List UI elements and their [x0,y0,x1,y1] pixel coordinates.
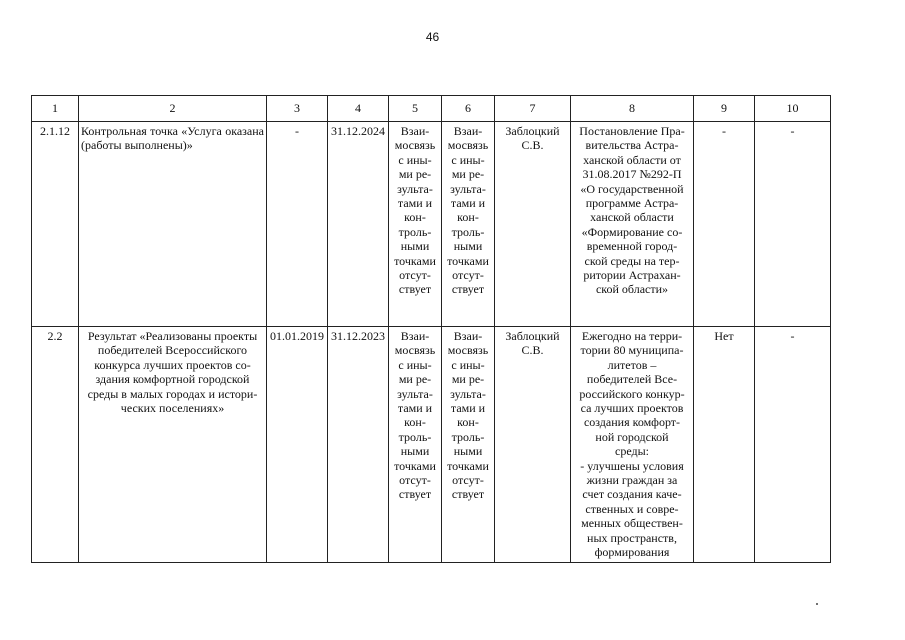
col10-cell: - [755,122,831,327]
col6-line: зульта- [450,181,486,196]
header-cell-8: 8 [571,96,694,122]
col5-line: кон- [404,415,426,430]
col5-line: с ины- [398,357,432,372]
col8-line: - улучшены условия [580,458,684,473]
col6-line: ми ре- [451,372,485,387]
col8-line: российского конкур- [579,386,685,401]
header-cell-9: 9 [694,96,755,122]
header-cell-5: 5 [389,96,442,122]
responsible-line: Заблоцкий [505,329,560,343]
header-cell-4: 4 [328,96,389,122]
row-name-cell: Контрольная точка «Услуга оказана (работы выполнены)» [79,122,267,327]
table-row [32,122,831,327]
col8-line: жизни граждан за [586,473,678,488]
name-line: конкурса лучших проектов со- [94,357,251,372]
row-name-cell [79,327,267,563]
col6-line: с ины- [451,152,485,167]
responsible-line: С.В. [521,343,544,358]
col8-line: ской среды на тер- [584,253,680,268]
col5-cell [389,122,442,327]
end-date-cell: 31.12.2024 [328,122,389,327]
header-cell-10: 10 [755,96,831,122]
name-line: победителей Всероссийского [97,343,248,358]
col8-line: ственных и совре- [585,501,679,516]
row-number-cell: 2.2 [32,327,79,563]
col5-line: Взаи- [400,329,430,343]
col5-cell [389,327,442,563]
start-date-cell: - [267,122,328,327]
col8-line: ханской области от [583,152,681,167]
col6-cell [442,327,495,563]
col6-line: точками [447,458,489,473]
plan-table [31,95,831,563]
col8-line: формирования [594,545,670,560]
col5-line: троль- [398,224,432,239]
col5-line: ми ре- [398,372,432,387]
col10-cell: - [755,327,831,563]
col6-line: точками [447,253,489,268]
col6-line: троль- [451,224,485,239]
col8-line: среды: [615,444,649,459]
row-number-cell: 2.1.12 [32,122,79,327]
responsible-line: Заблоцкий [505,124,560,138]
page-number: 46 [425,30,440,44]
col5-line: мосвязь [394,343,436,358]
responsible-cell [495,327,571,563]
responsible-line: С.В. [521,138,544,153]
col6-line: ными [453,444,483,459]
col8-line: ритории Астрахан- [583,268,681,283]
col5-line: Взаи- [400,124,430,138]
scan-speck [816,603,818,605]
col6-line: ствует [451,282,485,297]
col8-line: ханской области [590,210,674,225]
header-cell-7: 7 [495,96,571,122]
col8-line: ной городской [595,429,669,444]
col8-line: менных обществен- [581,516,683,531]
responsible-cell [495,122,571,327]
col6-line: ными [453,239,483,254]
table-row [32,327,831,563]
col8-line: «О государственной [580,181,684,196]
col5-line: тами и [397,196,433,211]
col8-line: программе Астра- [585,196,679,211]
table-header-row [32,96,831,122]
name-line: здания комфортной городской [95,372,250,387]
col8-line: временной город- [586,239,678,254]
col8-line: «Формирование со- [581,224,683,239]
col6-line: Взаи- [453,124,483,138]
col8-line: литетов – [607,357,657,372]
col8-line: победителей Все- [586,372,678,387]
col5-line: отсут- [399,473,431,488]
col8-line: са лучших проектов [580,401,684,416]
col6-line: отсут- [452,473,484,488]
col8-line: Ежегодно на терри- [581,329,683,343]
col8-line: счет создания каче- [582,487,682,502]
col6-line: ствует [451,487,485,502]
col9-cell: Нет [694,327,755,563]
col8-cell [571,122,694,327]
col6-line: тами и [450,401,486,416]
col5-line: зульта- [397,386,433,401]
col8-line: вительства Астра- [585,138,679,153]
col5-line: кон- [404,210,426,225]
col6-line: мосвязь [447,343,489,358]
col6-line: Взаи- [453,329,483,343]
col6-line: зульта- [450,386,486,401]
col5-line: с ины- [398,152,432,167]
col5-line: ми ре- [398,167,432,182]
header-cell-1: 1 [32,96,79,122]
col6-line: ми ре- [451,167,485,182]
col5-line: точками [394,253,436,268]
end-date-cell: 31.12.2023 [328,327,389,563]
col6-line: тами и [450,196,486,211]
col8-line: создания комфорт- [583,415,681,430]
col5-line: точками [394,458,436,473]
col6-line: троль- [451,429,485,444]
col5-line: ными [400,239,430,254]
col8-line: 31.08.2017 №292-П [582,167,682,182]
col8-line: ных пространств, [587,530,677,545]
col6-line: мосвязь [447,138,489,153]
col6-line: с ины- [451,357,485,372]
col5-line: троль- [398,429,432,444]
col6-line: кон- [457,210,479,225]
col5-line: ными [400,444,430,459]
name-line: ческих поселениях» [120,401,225,416]
col5-line: тами и [397,401,433,416]
name-line: Результат «Реализованы проекты [87,329,258,343]
header-cell-3: 3 [267,96,328,122]
col9-cell: - [694,122,755,327]
col8-line: Постановление Пра- [579,124,685,138]
col6-line: кон- [457,415,479,430]
col8-line: тории 80 муниципа- [580,343,684,358]
col5-line: отсут- [399,268,431,283]
header-cell-2: 2 [79,96,267,122]
col5-line: мосвязь [394,138,436,153]
col6-line: отсут- [452,268,484,283]
col8-line: ской области» [595,282,669,297]
col5-line: ствует [398,487,432,502]
col5-line: ствует [398,282,432,297]
col8-cell [571,327,694,563]
header-cell-6: 6 [442,96,495,122]
start-date-cell: 01.01.2019 [267,327,328,563]
col6-cell [442,122,495,327]
name-line: среды в малых городах и истори- [87,386,258,401]
col5-line: зульта- [397,181,433,196]
